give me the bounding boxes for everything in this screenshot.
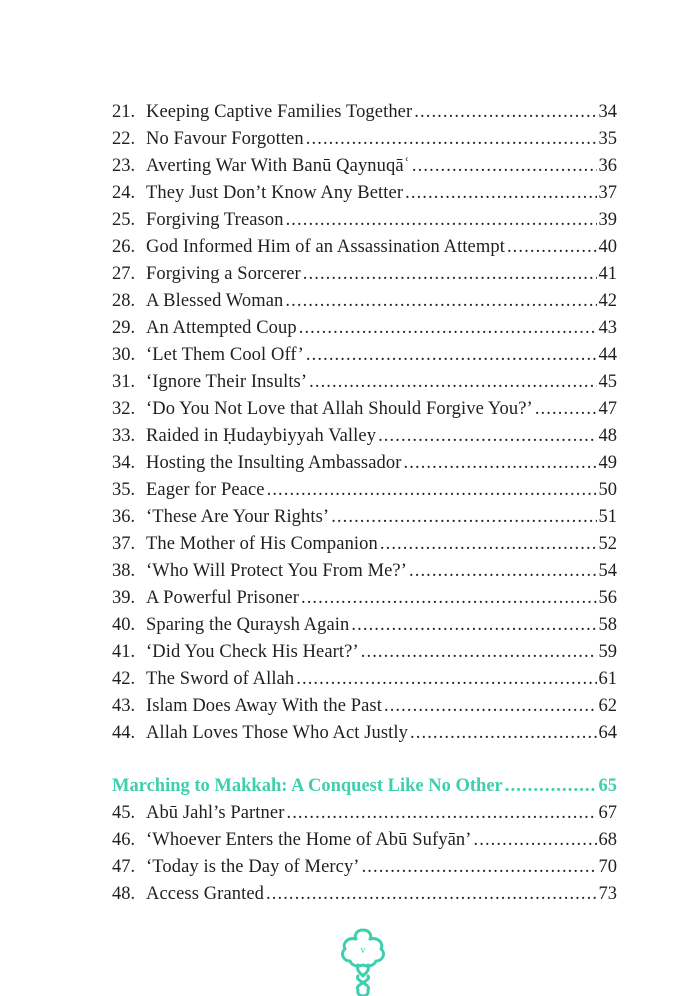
toc-entry[interactable]: [112, 261, 617, 288]
entry-number: 29.: [112, 318, 136, 338]
entry-title: An Attempted Coup: [146, 318, 297, 338]
entry-page-number: 64: [598, 723, 617, 743]
entry-number: 28.: [112, 291, 136, 311]
toc-entry[interactable]: [112, 423, 617, 450]
entry-title: Sparing the Quraysh Again: [146, 615, 350, 635]
entry-title: Islam Does Away With the Past: [146, 696, 382, 716]
entry-number: 24.: [112, 183, 136, 203]
entry-title: ‘Who Will Protect You From Me?’: [146, 561, 407, 581]
toc-entry[interactable]: [112, 881, 617, 908]
entry-number: 31.: [112, 372, 136, 392]
leader-dots: [404, 450, 597, 477]
entry-title: Keeping Captive Families Together: [146, 102, 413, 122]
toc-entry[interactable]: [112, 126, 617, 153]
leader-dots: [362, 854, 597, 881]
toc-entry[interactable]: [112, 639, 617, 666]
leader-dots: [306, 342, 597, 369]
entry-page-number: 61: [598, 669, 617, 689]
entry-page-number: 36: [598, 156, 617, 176]
toc-entry[interactable]: [112, 585, 617, 612]
toc-entry[interactable]: [112, 800, 617, 827]
leader-dots: [286, 800, 596, 827]
entry-title: ‘Did You Check His Heart?’: [146, 642, 359, 662]
toc-entry[interactable]: [112, 99, 617, 126]
entry-title: God Informed Him of an Assassination Attempt: [146, 237, 505, 257]
leader-dots: [409, 558, 597, 585]
toc-entries-group-a: [112, 99, 617, 747]
entry-number: 47.: [112, 857, 136, 877]
entry-number: 42.: [112, 669, 136, 689]
entry-number: 39.: [112, 588, 136, 608]
entry-page-number: 47: [598, 399, 617, 419]
entry-page-number: 37: [598, 183, 617, 203]
toc-entry[interactable]: [112, 342, 617, 369]
leader-dots: [505, 773, 597, 800]
entry-page-number: 51: [598, 507, 617, 527]
entry-page-number: 34: [598, 102, 617, 122]
leader-dots: [286, 207, 597, 234]
leader-dots: [267, 477, 597, 504]
entry-title: Allah Loves Those Who Act Justly: [146, 723, 409, 743]
leader-dots: [309, 369, 596, 396]
leader-dots: [331, 504, 596, 531]
entry-number: 22.: [112, 129, 136, 149]
leader-dots: [301, 585, 597, 612]
entry-number: 48.: [112, 884, 136, 904]
entry-page-number: 73: [598, 884, 617, 904]
entry-page-number: 45: [598, 372, 617, 392]
entry-title: Abū Jahl’s Partner: [146, 803, 285, 823]
entry-title: ‘Ignore Their Insults’: [146, 372, 308, 392]
entry-title: No Favour Forgotten: [146, 129, 304, 149]
entry-page-number: 42: [598, 291, 617, 311]
toc-entry[interactable]: [112, 369, 617, 396]
leader-dots: [361, 639, 597, 666]
entry-number: 43.: [112, 696, 136, 716]
toc-entry[interactable]: [112, 207, 617, 234]
entry-page-number: 52: [598, 534, 617, 554]
section-title: Marching to Makkah: A Conquest Like No Other: [112, 776, 503, 796]
toc-entry[interactable]: [112, 531, 617, 558]
entry-title: The Sword of Allah: [146, 669, 295, 689]
leader-dots: [535, 396, 597, 423]
toc-entry[interactable]: [112, 558, 617, 585]
leader-dots: [507, 234, 597, 261]
leader-dots: [414, 99, 596, 126]
entry-title: ‘Let Them Cool Off’: [146, 345, 304, 365]
entry-page-number: 67: [598, 803, 617, 823]
toc-entry[interactable]: [112, 180, 617, 207]
entry-title: They Just Don’t Know Any Better: [146, 183, 404, 203]
entry-title: A Powerful Prisoner: [146, 588, 299, 608]
toc-entry[interactable]: [112, 854, 617, 881]
entry-number: 46.: [112, 830, 136, 850]
toc-entry[interactable]: [112, 504, 617, 531]
toc-entry[interactable]: [112, 612, 617, 639]
toc-entry[interactable]: [112, 720, 617, 747]
entry-title: ‘Whoever Enters the Home of Abū Sufyān’: [146, 830, 472, 850]
entry-number: 36.: [112, 507, 136, 527]
entry-page-number: 48: [598, 426, 617, 446]
entry-title: Forgiving Treason: [146, 210, 284, 230]
entry-title: Raided in Ḥudaybiyyah Valley: [146, 426, 377, 446]
entry-number: 21.: [112, 102, 136, 122]
entry-page-number: 54: [598, 561, 617, 581]
leader-dots: [384, 693, 597, 720]
entry-number: 45.: [112, 803, 136, 823]
toc-entry[interactable]: [112, 315, 617, 342]
entry-title: ‘Do You Not Love that Allah Should Forgive You?’: [146, 399, 533, 419]
entry-number: 25.: [112, 210, 136, 230]
leader-dots: [299, 315, 597, 342]
entry-number: 41.: [112, 642, 136, 662]
entry-page-number: 41: [598, 264, 617, 284]
toc-entry[interactable]: [112, 450, 617, 477]
entry-page-number: 58: [598, 615, 617, 635]
toc-entry[interactable]: [112, 827, 617, 854]
entry-page-number: 40: [598, 237, 617, 257]
entry-number: 38.: [112, 561, 136, 581]
leader-dots: [306, 126, 597, 153]
toc-entry[interactable]: [112, 234, 617, 261]
entry-number: 44.: [112, 723, 136, 743]
leader-dots: [412, 153, 597, 180]
entry-title: Averting War With Banū Qaynuqāʿ: [146, 156, 410, 176]
leader-dots: [351, 612, 596, 639]
entry-number: 23.: [112, 156, 136, 176]
entry-page-number: 50: [598, 480, 617, 500]
knot-ornament-icon: [332, 924, 394, 996]
entry-number: 32.: [112, 399, 136, 419]
leader-dots: [266, 881, 596, 908]
leader-dots: [285, 288, 596, 315]
entry-number: 37.: [112, 534, 136, 554]
entry-page-number: 62: [598, 696, 617, 716]
folio-number: v: [360, 945, 366, 956]
entry-page-number: 59: [598, 642, 617, 662]
entry-title: Eager for Peace: [146, 480, 265, 500]
leader-dots: [296, 666, 596, 693]
entry-title: A Blessed Woman: [146, 291, 284, 311]
toc-entry[interactable]: [112, 396, 617, 423]
toc-entries-group-b: [112, 800, 617, 908]
leader-dots: [380, 531, 597, 558]
entry-number: 33.: [112, 426, 136, 446]
toc-entry[interactable]: [112, 693, 617, 720]
table-of-contents: [112, 99, 617, 908]
entry-number: 30.: [112, 345, 136, 365]
entry-title: Hosting the Insulting Ambassador: [146, 453, 402, 473]
entry-number: 34.: [112, 453, 136, 473]
entry-number: 40.: [112, 615, 136, 635]
entry-page-number: 39: [598, 210, 617, 230]
entry-title: ‘These Are Your Rights’: [146, 507, 330, 527]
entry-number: 35.: [112, 480, 136, 500]
leader-dots: [303, 261, 597, 288]
toc-entry[interactable]: [112, 666, 617, 693]
entry-page-number: 35: [598, 129, 617, 149]
toc-entry[interactable]: [112, 288, 617, 315]
entry-page-number: 49: [598, 453, 617, 473]
toc-entry[interactable]: [112, 153, 617, 180]
toc-section-heading[interactable]: [112, 773, 617, 800]
entry-number: 27.: [112, 264, 136, 284]
section-page-number: 65: [598, 776, 617, 796]
leader-dots: [378, 423, 596, 450]
entry-page-number: 56: [598, 588, 617, 608]
entry-page-number: 68: [598, 830, 617, 850]
entry-page-number: 70: [598, 857, 617, 877]
toc-entry[interactable]: [112, 477, 617, 504]
entry-title: ‘Today is the Day of Mercy’: [146, 857, 360, 877]
entry-title: Access Granted: [146, 884, 265, 904]
leader-dots: [410, 720, 596, 747]
leader-dots: [405, 180, 596, 207]
leader-dots: [474, 827, 597, 854]
entry-title: The Mother of His Companion: [146, 534, 378, 554]
entry-number: 26.: [112, 237, 136, 257]
entry-title: Forgiving a Sorcerer: [146, 264, 301, 284]
entry-page-number: 44: [598, 345, 617, 365]
entry-page-number: 43: [598, 318, 617, 338]
